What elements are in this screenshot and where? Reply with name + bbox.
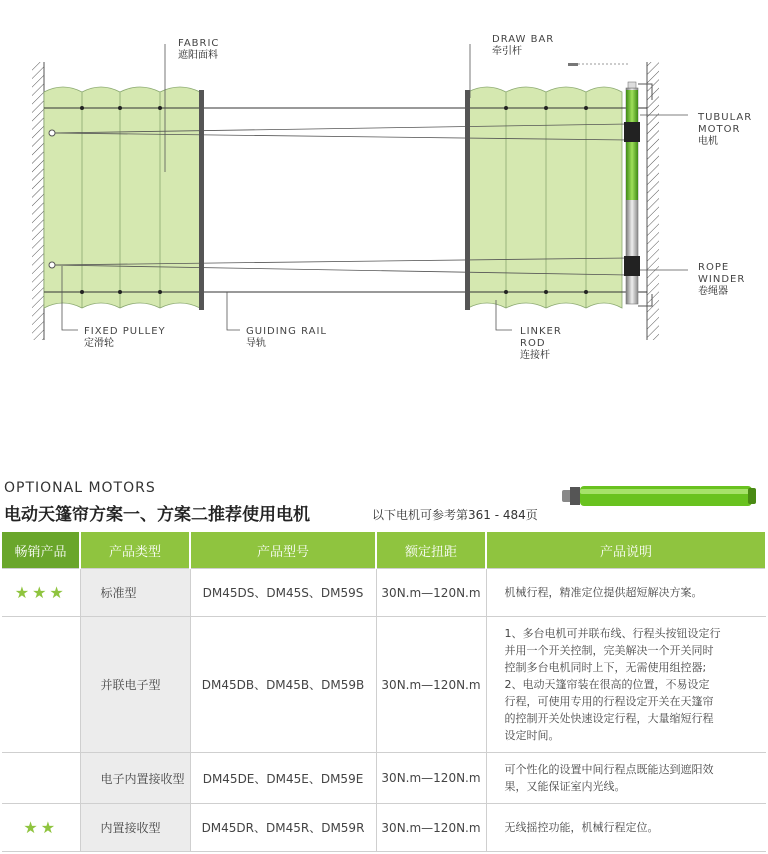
product-type: 内置接收型 (80, 804, 190, 852)
label-fixed-pulley: FIXED PULLEY 定滑轮 (84, 326, 166, 349)
product-model: DM45DS、DM45S、DM59S (190, 569, 376, 617)
left-wall (32, 62, 44, 340)
product-description: 机械行程，精准定位提供超短解决方案。 (486, 569, 766, 617)
header-bestseller: 畅销产品 (2, 532, 80, 569)
rated-torque: 30N.m—120N.m (376, 804, 486, 852)
right-wall (647, 62, 659, 340)
awning-system-diagram (0, 0, 768, 380)
product-model: DM45DE、DM45E、DM59E (190, 753, 376, 804)
motor-table (2, 532, 767, 852)
table-row (2, 804, 766, 852)
header-torque: 额定扭距 (376, 532, 486, 569)
product-description: 可个性化的设置中间行程点既能达到遮阳效 果，又能保证室内光线。 (486, 753, 766, 804)
table-row (2, 617, 766, 753)
header-type: 产品类型 (80, 532, 190, 569)
label-draw-bar: DRAW BAR 牵引杆 (492, 34, 555, 57)
draw-bar-left (199, 90, 204, 310)
rated-torque: 30N.m—120N.m (376, 569, 486, 617)
page-reference: 以下电机可参考第361 - 484页 (372, 508, 538, 522)
section-title-cn: 电动天篷帘方案一、方案二推荐使用电机 (4, 505, 310, 525)
table-row (2, 569, 766, 617)
table-header-row (2, 532, 766, 569)
table-row (2, 753, 766, 804)
header-model: 产品型号 (190, 532, 376, 569)
product-type: 并联电子型 (80, 617, 190, 753)
product-model: DM45DB、DM45B、DM59B (190, 617, 376, 753)
label-linker-rod: LINKER ROD 连接杆 (520, 326, 562, 361)
star-rating: ★★★ (2, 569, 80, 617)
header-description: 产品说明 (486, 532, 766, 569)
label-guiding-rail: GUIDING RAIL 导轨 (246, 326, 327, 349)
label-rope-winder: ROPE WINDER 卷绳器 (698, 262, 746, 297)
tubular-motor-product-image (560, 478, 760, 512)
label-fabric: FABRIC 遮阳面料 (178, 38, 220, 61)
draw-bar-right (465, 90, 470, 310)
star-rating: ★★ (2, 804, 80, 852)
fabric-panel-left (44, 87, 200, 308)
product-description: 1、多台电机可并联布线、行程头按钮设定行 并用一个开关控制，完美解决一个开关同时 控制多台电机同时上下，无需使用组控器; 2、电动天篷帘装在很高的位置，不易设定 行程，可使用专用的行程设定开关在天篷帘 的控制开关处快速设定行程，大量缩短行程 设定时间。 (486, 617, 766, 753)
rated-torque: 30N.m—120N.m (376, 617, 486, 753)
section-title-en: OPTIONAL MOTORS (4, 480, 156, 496)
star-rating (2, 617, 80, 753)
label-tubular-motor: TUBULAR MOTOR 电机 (698, 112, 753, 147)
rated-torque: 30N.m—120N.m (376, 753, 486, 804)
product-model: DM45DR、DM45R、DM59R (190, 804, 376, 852)
product-description: 无线摇控功能，机械行程定位。 (486, 804, 766, 852)
product-type: 标准型 (80, 569, 190, 617)
star-rating (2, 753, 80, 804)
product-type: 电子内置接收型 (80, 753, 190, 804)
